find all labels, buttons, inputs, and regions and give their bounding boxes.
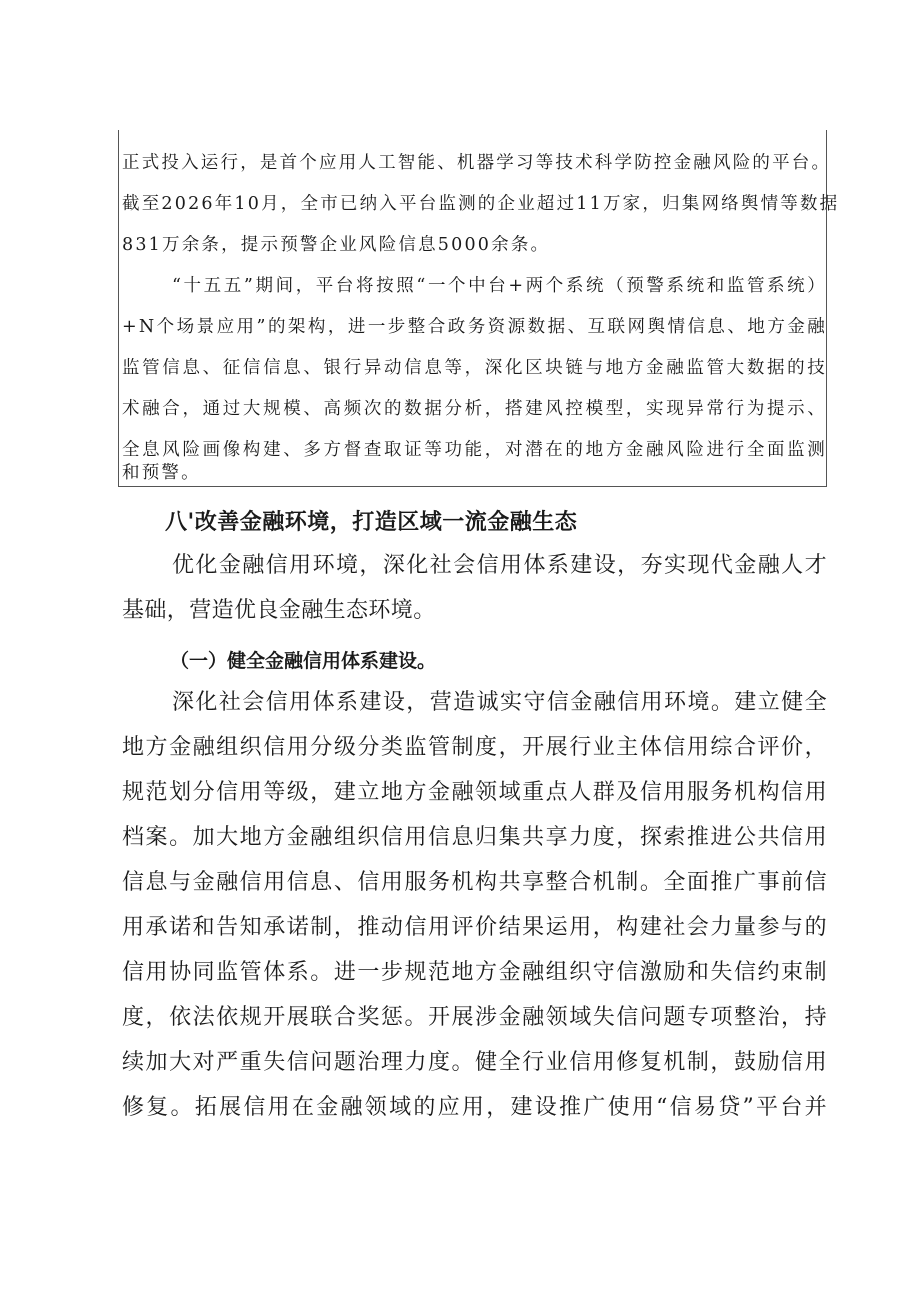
section-heading: 八'改善金融环境，打造区域一流金融生态: [165, 510, 578, 535]
body-line: 档案。加大地方金融组织信用信息归集共享力度，探索推进公共信用: [122, 825, 827, 850]
box-line: 术融合，通过大规模、高频次的数据分析，搭建风控模型，实现异常行为提示、: [122, 399, 827, 419]
box-line: +N个场景应用”的架构，进一步整合政务资源数据、互联网舆情信息、地方金融: [122, 317, 827, 337]
body-line: 地方金融组织信用分级分类监管制度，开展行业主体信用综合评价，: [122, 735, 827, 760]
box-line: 监管信息、征信信息、银行异动信息等，深化区块链与地方金融监管大数据的技: [122, 358, 827, 378]
box-line: 831万余条，提示预警企业风险信息5000余条。: [122, 235, 551, 255]
body-line: 度，依法依规开展联合奖惩。开展涉金融领域失信问题专项整治，持: [122, 1005, 827, 1030]
box-line: 正式投入运行，是首个应用人工智能、机器学习等技术科学防控金融风险的平台。: [122, 153, 832, 173]
body-line: 用承诺和告知承诺制，推动信用评价结果运用，构建社会力量参与的: [122, 915, 827, 940]
body-line: 修复。拓展信用在金融领域的应用，建设推广使用“信易贷”平台并: [122, 1095, 827, 1120]
body-line: 深化社会信用体系建设，营造诚实守信金融信用环境。建立健全: [172, 690, 827, 715]
box-line: 截至2026年10月，全市已纳入平台监测的企业超过11万家，归集网络舆情等数据: [122, 194, 840, 214]
body-line: 信息与金融信用信息、信用服务机构共享整合机制。全面推广事前信: [122, 870, 827, 895]
box-line: 和预警。: [122, 463, 201, 483]
intro-line: 基础，营造优良金融生态环境。: [122, 598, 436, 623]
intro-line: 优化金融信用环境，深化社会信用体系建设，夯实现代金融人才: [172, 553, 827, 578]
box-line: “十五五”期间，平台将按照“一个中台+两个系统（预警系统和监管系统）: [172, 276, 827, 296]
body-line: 规范划分信用等级，建立地方金融领域重点人群及信用服务机构信用: [122, 780, 827, 805]
body-line: 续加大对严重失信问题治理力度。健全行业信用修复机制，鼓励信用: [122, 1050, 827, 1075]
box-line: 全息风险画像构建、多方督查取证等功能，对潜在的地方金融风险进行全面监测: [122, 440, 827, 460]
body-line: 信用协同监管体系。进一步规范地方金融组织守信激励和失信约束制: [122, 960, 827, 985]
boxed-text-frame: [118, 130, 840, 487]
sub-heading: （一）健全金融信用体系建设。: [170, 650, 437, 672]
